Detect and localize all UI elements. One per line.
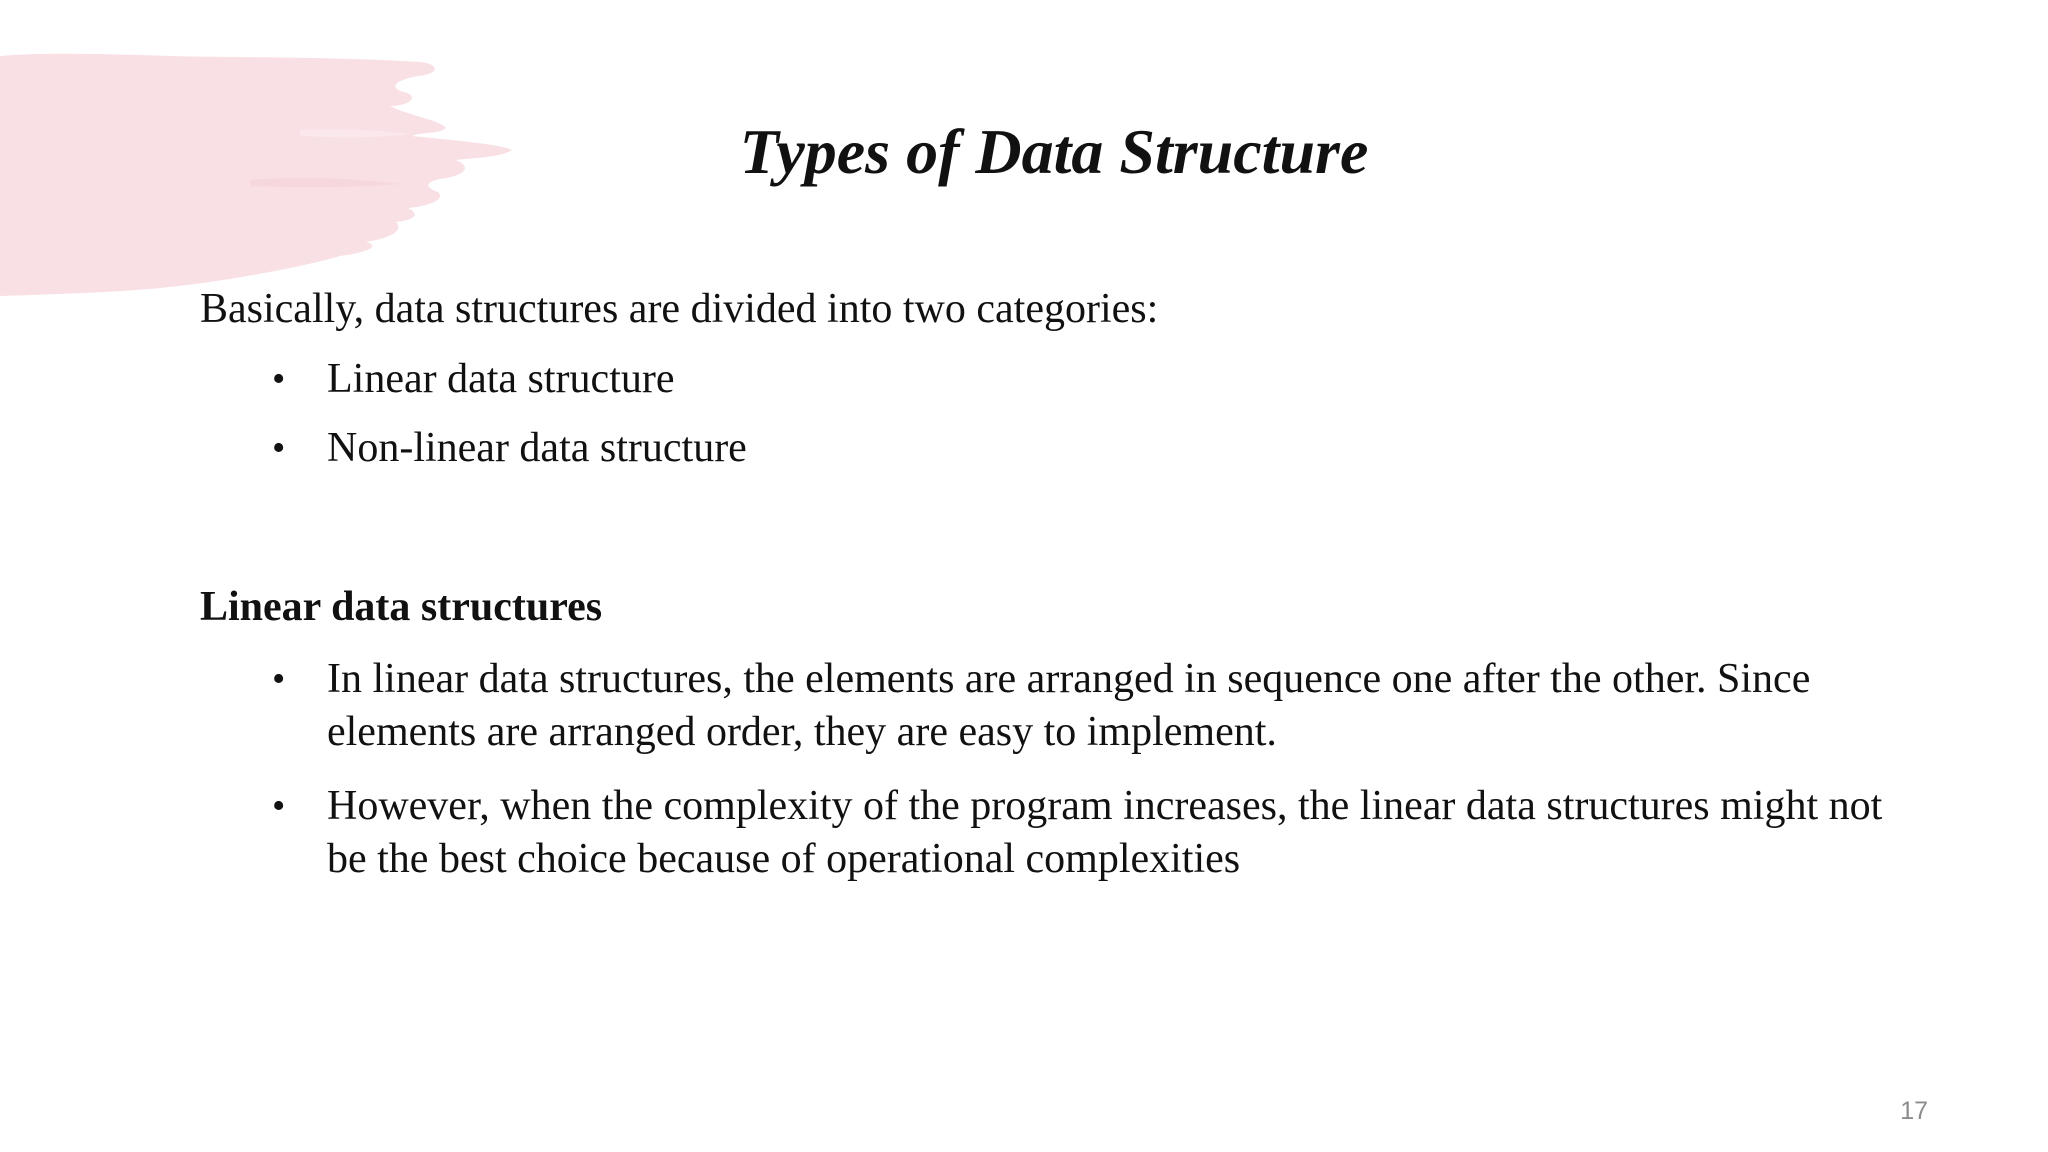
- intro-text: Basically, data structures are divided into two categories:: [200, 286, 1159, 332]
- list-item: [0, 653, 1897, 759]
- list-item: [0, 353, 1897, 422]
- category-label: Linear data structure: [327, 356, 675, 402]
- category-label: Non-linear data structure: [327, 425, 747, 471]
- point-text: However, when the complexity of the program increases, the linear data structures might not be the best choice because of operational complexities: [327, 783, 1883, 882]
- linear-points-list: [0, 653, 1897, 907]
- bullet-icon: •: [272, 785, 286, 827]
- bullet-icon: •: [272, 427, 286, 469]
- category-list: [0, 353, 1897, 491]
- page-number: 17: [1900, 1097, 1928, 1125]
- bullet-icon: •: [272, 358, 286, 400]
- section-heading: Linear data structures: [200, 584, 603, 630]
- slide-title: Types of Data Structure: [739, 116, 1369, 187]
- point-text: In linear data structures, the elements are arranged in sequence one after the other. Since elements are arranged order, they are easy to implement.: [327, 656, 1811, 755]
- list-item: [0, 780, 1897, 886]
- bullet-icon: •: [272, 658, 286, 700]
- list-item: [0, 422, 1897, 491]
